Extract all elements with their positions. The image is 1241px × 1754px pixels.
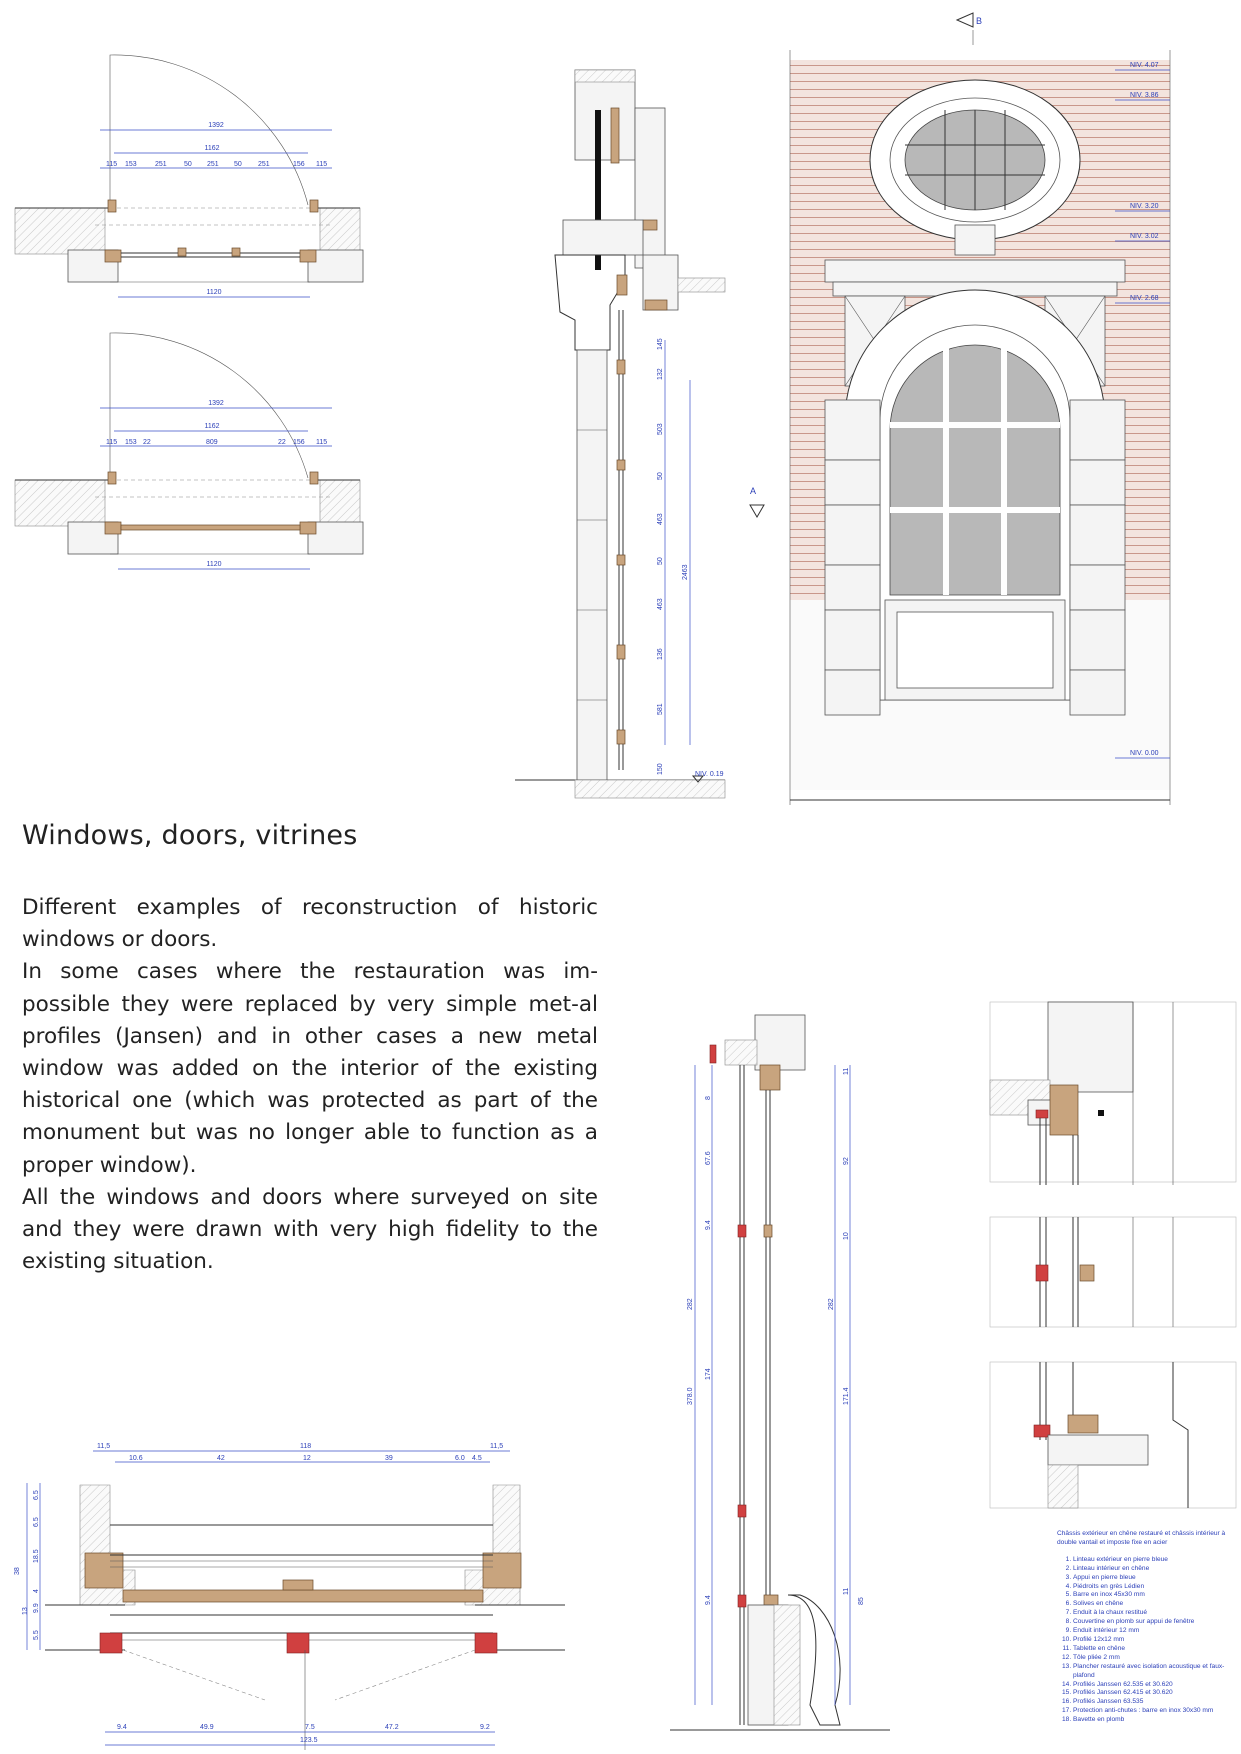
dim-overall: 1392 (208, 122, 224, 129)
dim-total: 2463 (682, 564, 689, 580)
plan-drawing-lower (10, 330, 360, 580)
detail-drawing-top (988, 1000, 1238, 1185)
detail-drawing-bottom (988, 1360, 1238, 1510)
section-drawing-door (515, 50, 725, 778)
dim-vertical: 8 (705, 1096, 712, 1100)
legend-intro: Châssis extérieur en chêne restauré et châssis intérieur à double vantail et imposte fixe en acier (1057, 1530, 1226, 1546)
level-label: NIV. 0.19 (695, 771, 724, 778)
dim-bottom: 1120 (206, 289, 222, 296)
dim-segment: 50 (234, 161, 242, 168)
dim-segment: 115 (316, 161, 328, 168)
dim-horizontal: 49.9 (200, 1724, 214, 1731)
body-text (22, 892, 598, 1278)
dim-vertical: 50 (657, 472, 664, 480)
dim-vertical: 463 (657, 598, 664, 610)
level-label: NIV. 4.07 (1130, 62, 1159, 69)
paragraph: Different examples of reconstruction of historic windows or doors. (22, 895, 598, 953)
dim-inner: 1162 (204, 423, 220, 430)
dim-segment: 156 (293, 161, 305, 168)
dim-horizontal: 4.5 (472, 1455, 482, 1462)
dim-total: 378.0 (687, 1387, 694, 1405)
dim-vertical: 92 (843, 1157, 850, 1165)
level-label: NIV. 3.02 (1130, 233, 1159, 240)
dim-horizontal: 12 (303, 1455, 311, 1462)
dim-vertical: 4 (33, 1589, 40, 1593)
legend-item: 10. Profilé 12x12 mm (1073, 1636, 1237, 1645)
dim-vertical: 171.4 (843, 1387, 850, 1405)
plan-drawing-upper (10, 50, 360, 296)
legend-item: 15. Profilés Janssen 62.415 et 30.620 (1073, 1689, 1237, 1698)
dim-vertical: 85 (858, 1597, 865, 1605)
legend-item: 17. Protection anti-chutes : barre en inox 30x30 mm (1073, 1707, 1237, 1716)
dim-segment: 251 (155, 161, 167, 168)
legend-list (1057, 1556, 1237, 1725)
dim-segment: 251 (207, 161, 219, 168)
level-label: NIV. 0.00 (1130, 750, 1159, 757)
legend-item: 11. Tablette en chêne (1073, 1645, 1237, 1654)
dim-segment: 153 (125, 439, 137, 446)
dim-vertical: 503 (657, 423, 664, 435)
dim-horizontal: 11,5 (490, 1443, 504, 1450)
legend-item: 2. Linteau intérieur en chêne (1073, 1565, 1237, 1574)
dim-vertical: 18.5 (33, 1549, 40, 1563)
legend-item: 9. Enduit intérieur 12 mm (1073, 1627, 1237, 1636)
legend-item: 4. Piédroits en grès Lédien (1073, 1583, 1237, 1592)
dim-total: 38 (14, 1567, 21, 1575)
dim-horizontal: 6.0 (455, 1455, 465, 1462)
plan-drawing-vitrine (5, 1435, 565, 1750)
dim-vertical: 132 (657, 368, 664, 380)
dim-vertical: 11 (843, 1587, 850, 1595)
dim-vertical: 282 (687, 1298, 694, 1310)
legend-item: 13. Plancher restauré avec isolation acoustique et faux-plafond (1073, 1663, 1237, 1681)
level-label: NIV. 3.20 (1130, 203, 1159, 210)
legend-item: 12. Tôle pliée 2 mm (1073, 1654, 1237, 1663)
legend-item: 3. Appui en pierre bleue (1073, 1574, 1237, 1583)
legend-item: 8. Couvertine en plomb sur appui de fenêtre (1073, 1618, 1237, 1627)
detail-drawing-middle (988, 1215, 1238, 1330)
dim-vertical: 67.6 (705, 1151, 712, 1165)
paragraph: All the windows and doors where surveyed on site and they were drawn with very high fidelity to the existing situation. (22, 1184, 598, 1275)
legend-item: 6. Solives en chêne (1073, 1600, 1237, 1609)
dim-vertical: 50 (657, 557, 664, 565)
dim-segment: 50 (184, 161, 192, 168)
level-label: NIV. 3.86 (1130, 92, 1159, 99)
legend-item: 18. Bavette en plomb (1073, 1716, 1237, 1725)
dim-inner: 1162 (204, 145, 220, 152)
level-label: NIV. 2.68 (1130, 295, 1159, 302)
legend-item: 14. Profilés Janssen 62.535 et 30.620 (1073, 1681, 1237, 1690)
legend-item: 7. Enduit à la chaux restitué (1073, 1609, 1237, 1618)
dim-horizontal: 118 (300, 1443, 312, 1450)
dim-vertical: 9.4 (705, 1595, 712, 1605)
dim-vertical: 463 (657, 513, 664, 525)
dim-horizontal: 42 (217, 1455, 225, 1462)
legend-item: 16. Profilés Janssen 63.535 (1073, 1698, 1237, 1707)
dim-segment: 115 (316, 439, 328, 446)
dim-segment: 22 (278, 439, 286, 446)
dim-vertical: 282 (828, 1298, 835, 1310)
paragraph: In some cases where the restauration was im-possible they were replaced by very simple met-al profiles (Jansen) and in other cases a new metal window was added on the interior of the existing historical one (which was protected as part of the monument but was no longer able to function as a proper window). (22, 959, 598, 1178)
dim-vertical: 6.5 (33, 1490, 40, 1500)
section-drawing-vitrine (670, 1005, 890, 1745)
dim-vertical: 13 (22, 1607, 29, 1615)
dim-horizontal: 47.2 (385, 1724, 399, 1731)
dim-vertical: 10 (843, 1232, 850, 1240)
dim-bottom: 1120 (206, 561, 222, 568)
dim-vertical: 581 (657, 703, 664, 715)
dim-horizontal: 11,5 (97, 1443, 111, 1450)
dim-segment: 153 (125, 161, 137, 168)
dim-segment: 251 (258, 161, 270, 168)
dim-horizontal: 7.5 (305, 1724, 315, 1731)
dim-horizontal: 9.4 (117, 1724, 127, 1731)
dim-vertical: 150 (657, 763, 664, 775)
dim-segment: 156 (293, 439, 305, 446)
section-marker-b: B (976, 16, 983, 26)
legend (1057, 1530, 1237, 1725)
legend-item: 5. Barre en inox 45x30 mm (1073, 1591, 1237, 1600)
dim-vertical: 145 (657, 338, 664, 350)
dim-segment: 22 (143, 439, 151, 446)
dim-segment: 115 (106, 161, 118, 168)
elevation-drawing (750, 10, 1175, 805)
dim-vertical: 174 (705, 1368, 712, 1380)
dim-vertical: 9.4 (705, 1220, 712, 1230)
dim-horizontal: 39 (385, 1455, 393, 1462)
dim-segment: 115 (106, 439, 118, 446)
dim-horizontal: 10.6 (129, 1455, 143, 1462)
dim-vertical: 6.5 (33, 1517, 40, 1527)
page-heading: Windows, doors, vitrines (22, 820, 358, 851)
dim-vertical: 136 (657, 648, 664, 660)
dim-vertical: 5.5 (33, 1630, 40, 1640)
dim-vertical: 11 (843, 1067, 850, 1075)
dim-total: 123.5 (300, 1737, 318, 1744)
legend-item: 1. Linteau extérieur en pierre bleue (1073, 1556, 1237, 1565)
dim-vertical: 9.9 (33, 1603, 40, 1613)
section-marker-a: A (750, 486, 757, 496)
dim-segment: 809 (206, 439, 218, 446)
dim-overall: 1392 (208, 400, 224, 407)
dim-horizontal: 9.2 (480, 1724, 490, 1731)
